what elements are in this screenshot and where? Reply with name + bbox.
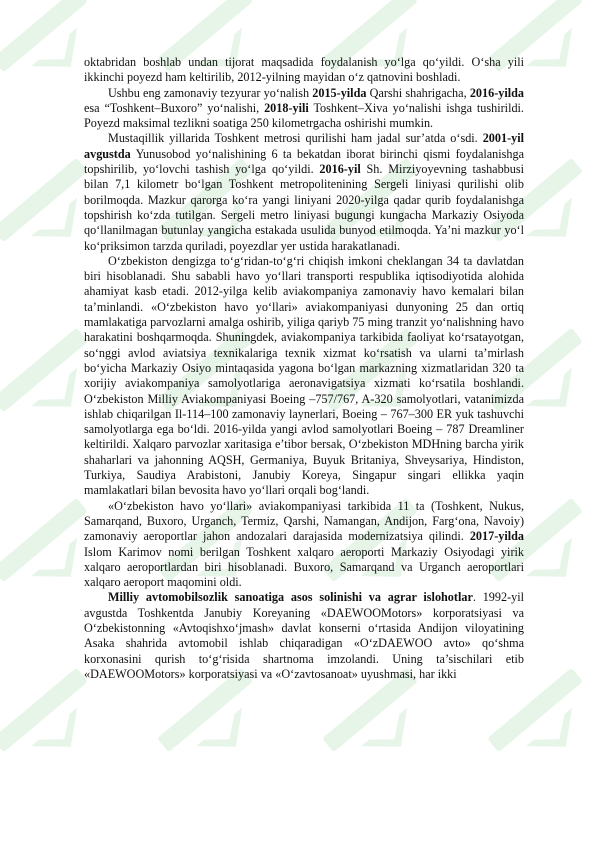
paragraph-6 [84, 590, 524, 682]
bold-text-run: 2015-yilda [312, 85, 367, 100]
watermark-mark [487, 668, 596, 782]
text-run: Toshkent–Xiva yo‘nalishi ishga tushirildi. Poyezd maksimal tezlikni soatiga 250 kilometrgacha oshirishi mumkin. [84, 100, 524, 131]
watermark-mark [322, 668, 443, 782]
text-run: Yunusobod yo‘nalishining 6 ta bekatdan iborat birinchi qismi foydalanishga topshirilib, yo‘lovchi tashish yo‘lga qo‘yildi. [84, 146, 524, 177]
bold-text-run: 2018-yili [264, 100, 309, 115]
paragraph-1 [84, 55, 524, 86]
text-run: «O‘zbekiston havo yo‘llari» aviakompaniyasi tarkibida 11 ta (Toshkent, Nukus, Samarqand, Buxoro, Urganch, Termiz, Qarshi, Namangan, Andijon, Farg‘ona, Navoiy) zamonaviy aeroportlar jahon andozalari darajasida modernizatsiya qilindi. [84, 498, 524, 544]
text-run: Sh. Mirziyoyevning tashabbusi bilan 7,1 kilometr bo‘lgan Toshkent metropolitenining Sergeli liniyasi qurilishi olib borilmoqda. Mazkur qarorga ko‘ra yangi liniyani 2020-yilga qadar qurib foydalanishga topshirish ko‘zda tutilgan. Sergeli metro liniyasi bugungi kungacha Markaziy Osiyoda qo‘llanilmagan butunlay yangicha estakada usulida bunyod etilmoqda. Ya’ni mazkur yo‘l ko‘priksimon tarzda quriladi, poyezdlar yer ustida harakatlanadi. [84, 162, 524, 253]
paragraph-4 [84, 254, 524, 499]
bold-text-run: Milliy avtomobilsozlik sanoatiga asos solinishi va agrar islohotlar [108, 590, 473, 605]
paragraph-2 [84, 86, 524, 132]
bold-text-run: 2016-yilda [469, 85, 524, 100]
paragraph-5 [84, 499, 524, 591]
text-run: . 1992-yil avgustda Toshkentda Janubiy Koreyaning «DAEWOOMotors» korporatsiyasi va O‘zbekistonning «Avtoqishxo‘jmash» davlat konserni o‘rtasida Andijon viloyatining Asaka shahrida avtomobil ishlab chiqaradigan «O‘zDAEWOO avto» qo‘shma korxonasini qurish to‘g‘risida shartnoma imzolandi. Uning ta’sischilari etib «DAEWOOMotors» korporatsiyasi va «O‘zavtosanoat» uyushmasi, har ikki [84, 590, 524, 681]
text-run: O‘zbekiston dengizga to‘g‘ridan-to‘g‘ri chiqish imkoni cheklangan 34 ta davlatdan biri hisoblanadi. Shu sababli havo yo‘llari transporti respublika iqtisodiyotida alohida ahamiyat kasb etadi. 2012-yilga kelib aviakompaniya zamonaviy havo kemalari bilan ta’minlandi. «O‘zbekiston havo yo‘llari» aviakompaniyasi dunyoning 25 dan ortiq mamlakatiga parvozlarni amalga oshirib, yiliga qariyb 75 ming tranzit yo‘nalishning havo harakatini boshqarmoqda. Shuningdek, aviakompaniya tarkibida faoliyat ko‘rsatayotgan, so‘nggi avlod aviatsiya texnikalariga texnik xizmat ko‘rsatish va ularni ta’mirlash bo‘yicha Markaziy Osiyo mintaqasida yagona bo‘lgan markazning xizmatlaridan 320 ta xorijiy aviakompaniya samolyotlariga aeronavigatsiya xizmati ko‘rsatila boshlandi. O‘zbekiston Milliy Aviakompaniyasi Boeing –757/767, A-320 samolyotlari, vatanimizda ishlab chiqarilgan Il-114–100 zamonaviy laynerlari, Boeing – 767–300 ER yuk tashuvchi samolyotlarga ega bo‘ldi. 2016-yilda yangi avlod samolyotlari Boeing – 787 Dreamliner keltirildi. Xalqaro parvozlar xaritasiga e’tibor bersak, O‘zbekiston MDHning barcha yirik shaharlari va jahonning AQSH, Germaniya, Buyuk Britaniya, Shveysariya, Hindiston, Turkiya, Saudiya Arabistoni, Janubiy Koreya, Singapur singari ellikka yaqin mamlakatlari bilan bevosita havo yo‘llari orqali bog‘landi. [84, 253, 524, 498]
text-run: Ushbu eng zamonaviy tezyurar yo‘nalish [108, 85, 313, 100]
watermark-mark [157, 668, 278, 782]
paragraph-3 [84, 131, 524, 253]
text-run: esa “Toshkent–Buxoro” yo‘nalishi, [84, 100, 265, 115]
text-run: Islom Karimov nomi berilgan Toshkent xalqaro aeroporti Markaziy Osiyodagi yirik xalqaro aeroportlardan biri hisoblanadi. Buxoro, Samarqand va Urganch aeroportlari xalqaro aeroport maqomini oldi. [84, 544, 524, 590]
bold-text-run: 2016-yil [319, 162, 361, 177]
text-run: Mustaqillik yillarida Toshkent metrosi qurilishi ham jadal sur’atda o‘sdi. [108, 131, 483, 146]
document-body [84, 55, 524, 682]
watermark-mark [0, 668, 113, 782]
text-run: oktabridan boshlab undan tijorat maqsadida foydalanish yo‘lga qo‘yildi. O‘sha yili ikkinchi poyezd ham keltirilib, 2012-yilning mayidan o‘z qatnovini boshladi. [84, 55, 524, 85]
text-run: Qarshi shahrigacha, [366, 85, 470, 100]
bold-text-run: 2001-yil avgustda [84, 131, 524, 161]
bold-text-run: 2017-yilda [469, 529, 524, 544]
